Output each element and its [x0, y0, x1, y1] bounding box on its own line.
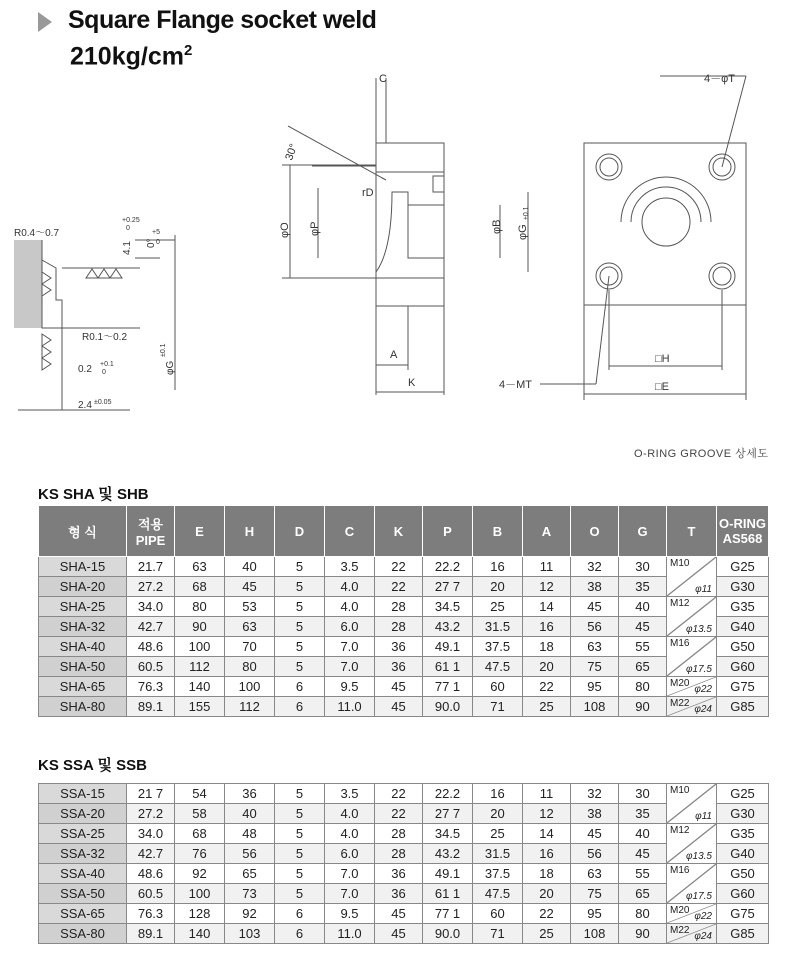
table-cell: 37.5 — [473, 637, 523, 657]
model-code: SHA-25 — [39, 597, 127, 617]
detail-label: +0.1 — [100, 361, 114, 368]
table-cell: 76 — [175, 844, 225, 864]
bolt-spec-cell: M12 φ13.5 — [667, 824, 717, 864]
table-cell: 21 7 — [127, 784, 175, 804]
front-label: □H — [655, 353, 670, 365]
table-cell: 48.6 — [127, 637, 175, 657]
table-cell: 103 — [225, 924, 275, 944]
detail-label: ±0.05 — [94, 399, 112, 406]
table-cell: 36 — [225, 784, 275, 804]
table-cell: 43.2 — [423, 844, 473, 864]
bolt-spec-cell: M22 φ24 — [667, 697, 717, 717]
model-code: SHA-65 — [39, 677, 127, 697]
spec-table-sha — [38, 505, 769, 717]
table-cell: 77 1 — [423, 904, 473, 924]
table-cell: 3.5 — [325, 557, 375, 577]
model-code: SSA-25 — [39, 824, 127, 844]
table-cell: 22.2 — [423, 784, 473, 804]
model-code: SHA-40 — [39, 637, 127, 657]
detail-label: 0.2 — [78, 364, 92, 375]
table-cell: 60.5 — [127, 657, 175, 677]
table-cell: 5 — [275, 597, 325, 617]
column-header: 형 식 — [39, 506, 127, 557]
table-cell: 27.2 — [127, 577, 175, 597]
front-label: □E — [655, 381, 669, 393]
table-row — [39, 924, 769, 944]
table-cell: 65 — [619, 657, 667, 677]
table-row — [39, 697, 769, 717]
table-cell: 30 — [619, 557, 667, 577]
table-cell: 40 — [619, 597, 667, 617]
table-cell: 14 — [523, 597, 571, 617]
table-cell: 31.5 — [473, 617, 523, 637]
detail-label: 0 — [102, 369, 106, 376]
table-cell: 28 — [375, 824, 423, 844]
table-cell: 40 — [225, 804, 275, 824]
table-cell: 73 — [225, 884, 275, 904]
model-code: SHA-80 — [39, 697, 127, 717]
table-row — [39, 884, 769, 904]
table-cell: 140 — [175, 677, 225, 697]
table-cell: G60 — [717, 884, 769, 904]
table-row — [39, 804, 769, 824]
table-cell: 22 — [523, 677, 571, 697]
table-cell: 22.2 — [423, 557, 473, 577]
detail-label: 0° — [146, 238, 157, 248]
table-row — [39, 597, 769, 617]
table-cell: 20 — [523, 884, 571, 904]
table-cell: 128 — [175, 904, 225, 924]
table-cell: 49.1 — [423, 637, 473, 657]
table-cell: 92 — [175, 864, 225, 884]
table-cell: 68 — [175, 577, 225, 597]
detail-label: φG — [165, 360, 176, 375]
table-cell: 45 — [375, 677, 423, 697]
table-cell: 108 — [571, 924, 619, 944]
table-cell: 22 — [523, 904, 571, 924]
table-cell: 38 — [571, 577, 619, 597]
table-row — [39, 617, 769, 637]
table-cell: 5 — [275, 557, 325, 577]
model-code: SSA-20 — [39, 804, 127, 824]
table-cell: 5 — [275, 844, 325, 864]
table-cell: G30 — [717, 577, 769, 597]
side-label: φO — [279, 222, 291, 238]
table-cell: 7.0 — [325, 864, 375, 884]
bolt-spec-cell: M10 φ11 — [667, 784, 717, 824]
table-cell: G75 — [717, 904, 769, 924]
side-label: rD — [362, 187, 374, 199]
table-cell: 71 — [473, 697, 523, 717]
column-header: H — [225, 506, 275, 557]
table-cell: 75 — [571, 657, 619, 677]
table1-title: KS SHA 및 SHB — [38, 486, 149, 503]
table-cell: 18 — [523, 864, 571, 884]
pressure-rating: $210kg/cm^2$ — [70, 42, 193, 71]
table-cell: 63 — [225, 617, 275, 637]
table-cell: 108 — [571, 697, 619, 717]
table-cell: 90.0 — [423, 697, 473, 717]
table-cell: 4.0 — [325, 804, 375, 824]
table-cell: 76.3 — [127, 904, 175, 924]
table-cell: 5 — [275, 824, 325, 844]
column-header: G — [619, 506, 667, 557]
table-cell: 20 — [473, 577, 523, 597]
table-cell: 6 — [275, 697, 325, 717]
table-cell: 3.5 — [325, 784, 375, 804]
table-cell: 34.0 — [127, 824, 175, 844]
table-cell: 42.7 — [127, 617, 175, 637]
table-cell: 68 — [175, 824, 225, 844]
column-header: C — [325, 506, 375, 557]
table-cell: G35 — [717, 597, 769, 617]
table-cell: 7.0 — [325, 884, 375, 904]
detail-label: 2.4 — [78, 400, 92, 411]
table-cell: 9.5 — [325, 904, 375, 924]
table-cell: 54 — [175, 784, 225, 804]
table-cell: G40 — [717, 617, 769, 637]
table-cell: 45 — [375, 904, 423, 924]
table-cell: 80 — [225, 657, 275, 677]
table-cell: 12 — [523, 577, 571, 597]
table-cell: 36 — [375, 884, 423, 904]
table-cell: 58 — [175, 804, 225, 824]
table-cell: 47.5 — [473, 657, 523, 677]
column-header: A — [523, 506, 571, 557]
table-cell: 5 — [275, 804, 325, 824]
table-row — [39, 864, 769, 884]
table-cell: 11 — [523, 784, 571, 804]
table-cell: 27 7 — [423, 577, 473, 597]
detail-label: +0.25 — [122, 217, 140, 224]
table-cell: 112 — [225, 697, 275, 717]
table-row — [39, 677, 769, 697]
table-cell: 49.1 — [423, 864, 473, 884]
bolt-spec-cell: M20 φ22 — [667, 677, 717, 697]
table-cell: 140 — [175, 924, 225, 944]
table-cell: 80 — [175, 597, 225, 617]
model-code: SSA-32 — [39, 844, 127, 864]
table-cell: 45 — [375, 697, 423, 717]
table-cell: 22 — [375, 577, 423, 597]
table-cell: 7.0 — [325, 657, 375, 677]
table-cell: 70 — [225, 637, 275, 657]
table-cell: 56 — [571, 844, 619, 864]
table-cell: 45 — [619, 844, 667, 864]
front-label: 4－MT — [499, 379, 532, 391]
table-cell: 63 — [571, 637, 619, 657]
table-cell: 63 — [571, 864, 619, 884]
table-cell: 25 — [473, 824, 523, 844]
table-cell: 32 — [571, 557, 619, 577]
column-header: O — [571, 506, 619, 557]
table-cell: 6 — [275, 904, 325, 924]
table-row — [39, 904, 769, 924]
table-cell: 30 — [619, 784, 667, 804]
table-cell: 28 — [375, 844, 423, 864]
table-cell: 77 1 — [423, 677, 473, 697]
table-cell: 14 — [523, 824, 571, 844]
front-view — [540, 76, 746, 400]
column-header: K — [375, 506, 423, 557]
table-cell: 43.2 — [423, 617, 473, 637]
column-header: 적용 PIPE — [127, 506, 175, 557]
table-cell: 16 — [473, 557, 523, 577]
detail-label: +5 — [152, 229, 160, 236]
table-cell: 21.7 — [127, 557, 175, 577]
table-cell: 16 — [473, 784, 523, 804]
detail-label: R0.4～0.7 — [14, 228, 60, 239]
table-cell: 60 — [473, 677, 523, 697]
model-code: SHA-50 — [39, 657, 127, 677]
table-cell: 6 — [275, 677, 325, 697]
table-cell: 22 — [375, 784, 423, 804]
table-cell: 90 — [175, 617, 225, 637]
table-cell: G60 — [717, 657, 769, 677]
table-row — [39, 637, 769, 657]
table-cell: 5 — [275, 884, 325, 904]
table-cell: 34.5 — [423, 597, 473, 617]
table-cell: 35 — [619, 804, 667, 824]
bolt-spec-cell: M16 φ17.5 — [667, 637, 717, 677]
table-cell: 36 — [375, 657, 423, 677]
table-cell: 155 — [175, 697, 225, 717]
column-header: T — [667, 506, 717, 557]
detail-label: 0 — [156, 239, 160, 246]
model-code: SSA-15 — [39, 784, 127, 804]
table-cell: 5 — [275, 637, 325, 657]
table-cell: G85 — [717, 697, 769, 717]
table-cell: 34.5 — [423, 824, 473, 844]
table-row — [39, 557, 769, 577]
model-code: SHA-20 — [39, 577, 127, 597]
column-header: B — [473, 506, 523, 557]
model-code: SHA-32 — [39, 617, 127, 637]
table-cell: G25 — [717, 557, 769, 577]
table-cell: 89.1 — [127, 924, 175, 944]
table-cell: 75 — [571, 884, 619, 904]
bolt-spec-cell: M22 φ24 — [667, 924, 717, 944]
table-cell: 60.5 — [127, 884, 175, 904]
table-cell: 90 — [619, 697, 667, 717]
table-cell: 56 — [571, 617, 619, 637]
side-label: A — [390, 349, 398, 361]
model-code: SSA-80 — [39, 924, 127, 944]
side-label: φG — [517, 224, 529, 240]
table-cell: 112 — [175, 657, 225, 677]
table-row — [39, 657, 769, 677]
table-cell: 42.7 — [127, 844, 175, 864]
table-cell: 12 — [523, 804, 571, 824]
table-cell: 61 1 — [423, 657, 473, 677]
table-row — [39, 577, 769, 597]
table-cell: 92 — [225, 904, 275, 924]
detail-label: 0 — [126, 225, 130, 232]
table-cell: 48 — [225, 824, 275, 844]
table-cell: G40 — [717, 844, 769, 864]
table2-title: KS SSA 및 SSB — [38, 757, 147, 774]
table-cell: 90.0 — [423, 924, 473, 944]
table-cell: 100 — [175, 637, 225, 657]
table-cell: G25 — [717, 784, 769, 804]
detail-label: 4.1 — [122, 241, 133, 255]
side-label: φB — [491, 219, 503, 234]
table-row — [39, 784, 769, 804]
detail-label: ±0.1 — [160, 343, 167, 357]
table-cell: 4.0 — [325, 577, 375, 597]
bolt-spec-cell: M10 φ11 — [667, 557, 717, 597]
table-cell: 65 — [225, 864, 275, 884]
table-cell: 5 — [275, 577, 325, 597]
table-cell: 40 — [619, 824, 667, 844]
column-header: E — [175, 506, 225, 557]
table-cell: 40 — [225, 557, 275, 577]
table-cell: 48.6 — [127, 864, 175, 884]
table-cell: 80 — [619, 904, 667, 924]
table-cell: 60 — [473, 904, 523, 924]
table-cell: 22 — [375, 804, 423, 824]
table-cell: G35 — [717, 824, 769, 844]
table-cell: 20 — [523, 657, 571, 677]
side-label: 30° — [283, 142, 301, 163]
table-cell: 4.0 — [325, 824, 375, 844]
side-label: φP — [309, 221, 321, 236]
table-cell: 45 — [375, 924, 423, 944]
table-cell: 36 — [375, 864, 423, 884]
table-cell: 80 — [619, 677, 667, 697]
side-label: C — [379, 73, 387, 85]
table-cell: 32 — [571, 784, 619, 804]
table-cell: 6 — [275, 924, 325, 944]
table-cell: 61 1 — [423, 884, 473, 904]
table-cell: 89.1 — [127, 697, 175, 717]
table-cell: 5 — [275, 864, 325, 884]
table-cell: 37.5 — [473, 864, 523, 884]
table-cell: 6.0 — [325, 844, 375, 864]
table-cell: 25 — [523, 697, 571, 717]
model-code: SSA-65 — [39, 904, 127, 924]
table-cell: 47.5 — [473, 884, 523, 904]
side-label: ±0.1 — [523, 206, 530, 220]
table-cell: 31.5 — [473, 844, 523, 864]
table-cell: G75 — [717, 677, 769, 697]
model-code: SSA-50 — [39, 884, 127, 904]
side-label: K — [408, 377, 416, 389]
table-cell: 22 — [375, 557, 423, 577]
table-cell: 53 — [225, 597, 275, 617]
bolt-spec-cell: M16 φ17.5 — [667, 864, 717, 904]
table-cell: 38 — [571, 804, 619, 824]
table-cell: 20 — [473, 804, 523, 824]
table-cell: 25 — [473, 597, 523, 617]
table-cell: G85 — [717, 924, 769, 944]
table-cell: 95 — [571, 677, 619, 697]
table-cell: 95 — [571, 904, 619, 924]
table-cell: 4.0 — [325, 597, 375, 617]
table-cell: 11.0 — [325, 697, 375, 717]
table-cell: 90 — [619, 924, 667, 944]
spec-table-ssa — [38, 783, 769, 944]
table-cell: 34.0 — [127, 597, 175, 617]
bolt-spec-cell: M20 φ22 — [667, 904, 717, 924]
table-cell: 45 — [225, 577, 275, 597]
table-cell: 9.5 — [325, 677, 375, 697]
title-arrow-icon — [38, 12, 52, 32]
bolt-spec-cell: M12 φ13.5 — [667, 597, 717, 637]
table-cell: 11.0 — [325, 924, 375, 944]
table-cell: 65 — [619, 884, 667, 904]
table-cell: 100 — [225, 677, 275, 697]
table-cell: 45 — [571, 824, 619, 844]
table-cell: 16 — [523, 844, 571, 864]
model-code: SHA-15 — [39, 557, 127, 577]
oring-groove-detail — [14, 235, 175, 410]
table-cell: 35 — [619, 577, 667, 597]
table-cell: 25 — [523, 924, 571, 944]
table-cell: 56 — [225, 844, 275, 864]
table-cell: 11 — [523, 557, 571, 577]
table-cell: 71 — [473, 924, 523, 944]
table-row — [39, 824, 769, 844]
table-cell: 6.0 — [325, 617, 375, 637]
table-cell: 55 — [619, 637, 667, 657]
table-row — [39, 844, 769, 864]
table-cell: 5 — [275, 617, 325, 637]
table-cell: 36 — [375, 637, 423, 657]
column-header: O-RING AS568 — [717, 506, 769, 557]
table-cell: 18 — [523, 637, 571, 657]
table-cell: G50 — [717, 864, 769, 884]
table-cell: 45 — [619, 617, 667, 637]
column-header: P — [423, 506, 473, 557]
table-cell: 100 — [175, 884, 225, 904]
table-cell: 63 — [175, 557, 225, 577]
table-cell: 16 — [523, 617, 571, 637]
table-cell: 5 — [275, 784, 325, 804]
column-header: D — [275, 506, 325, 557]
table-cell: 76.3 — [127, 677, 175, 697]
table-cell: G50 — [717, 637, 769, 657]
table-cell: 45 — [571, 597, 619, 617]
front-label: 4－φT — [704, 73, 735, 85]
table-cell: 5 — [275, 657, 325, 677]
table-cell: 27.2 — [127, 804, 175, 824]
table-cell: 7.0 — [325, 637, 375, 657]
table-cell: 28 — [375, 617, 423, 637]
table-cell: 55 — [619, 864, 667, 884]
page-title: Square Flange socket weld — [68, 6, 377, 34]
table-cell: G30 — [717, 804, 769, 824]
technical-drawing — [0, 60, 785, 445]
table-cell: 28 — [375, 597, 423, 617]
model-code: SSA-40 — [39, 864, 127, 884]
drawing-caption: O-RING GROOVE 상세도 — [634, 448, 769, 460]
detail-label: R0.1～0.2 — [82, 332, 128, 343]
table-cell: 27 7 — [423, 804, 473, 824]
